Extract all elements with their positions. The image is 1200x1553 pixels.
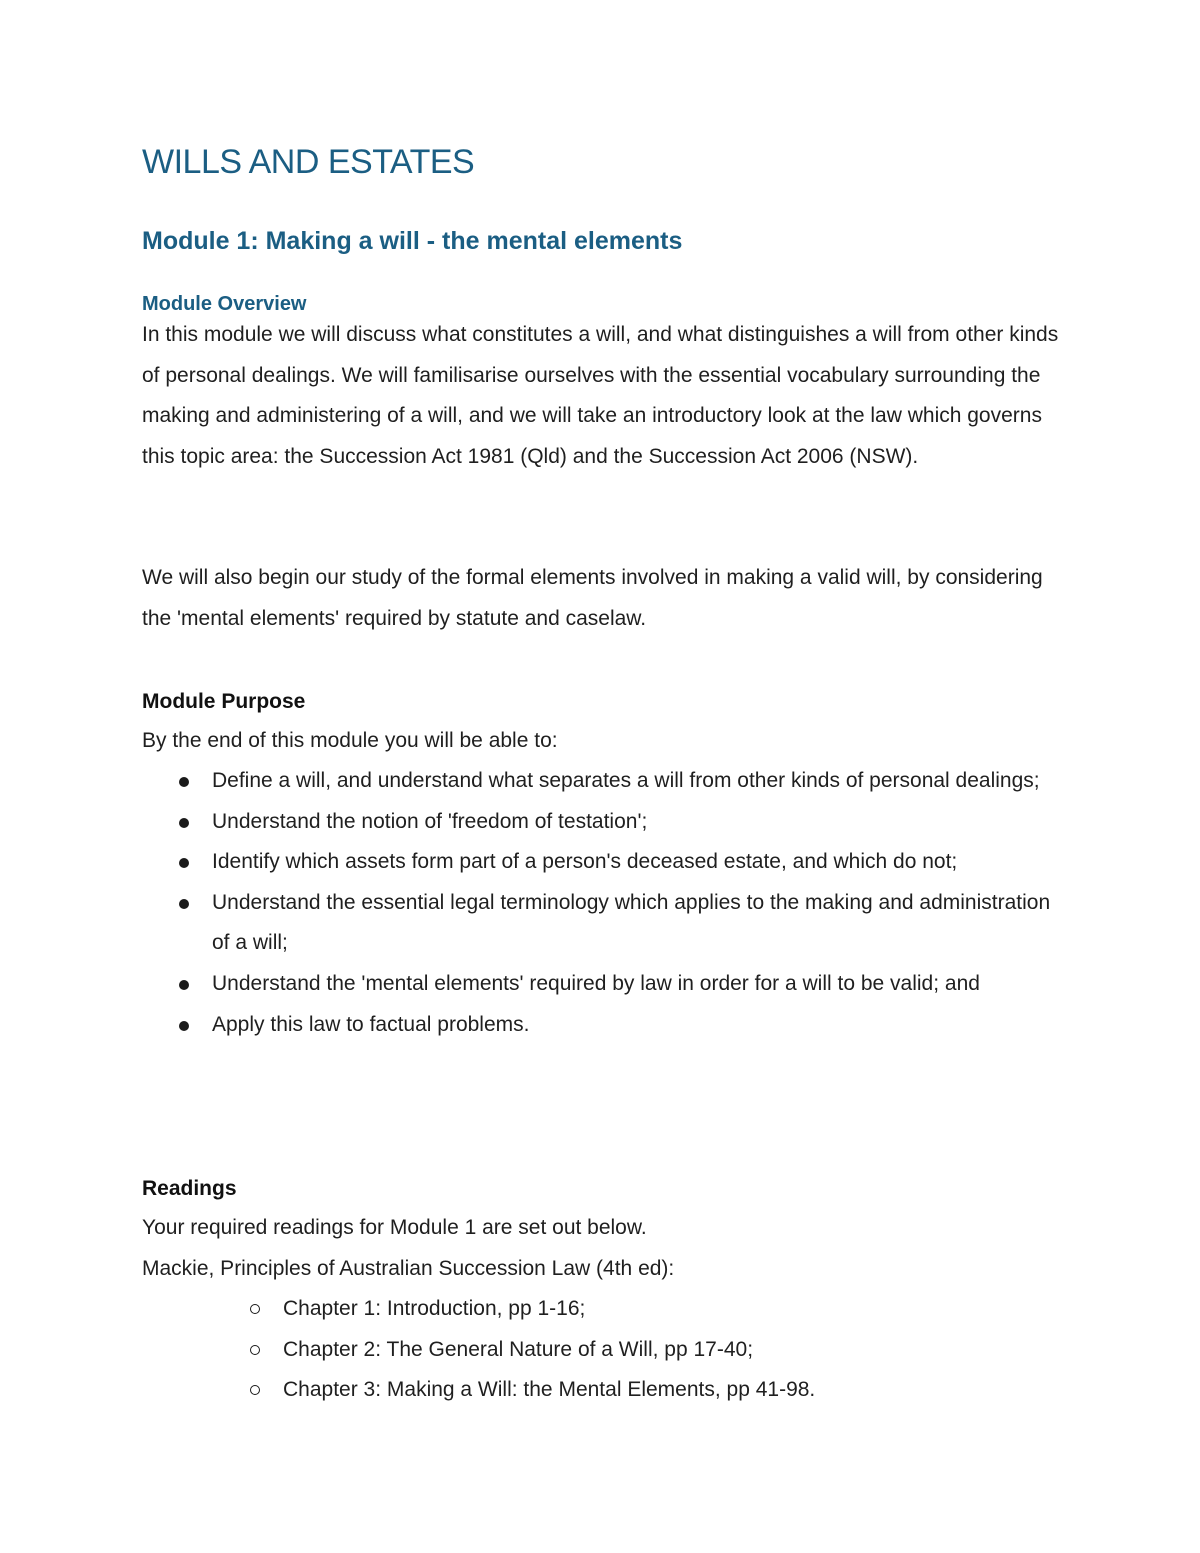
purpose-heading: Module Purpose (142, 690, 306, 713)
overview-heading: Module Overview (142, 293, 307, 315)
list-item (142, 761, 1062, 802)
chapter-text: Chapter 1: Introduction, pp 1-16; (283, 1297, 586, 1320)
list-item-text: Apply this law to factual problems. (212, 1012, 530, 1036)
list-item (142, 1370, 1062, 1411)
list-item-text: Identify which assets form part of a person's deceased estate, and which do not; (212, 850, 958, 874)
bullet-icon (179, 899, 189, 909)
bullet-icon (179, 858, 189, 868)
module-heading: Module 1: Making a will - the mental elements (142, 227, 683, 255)
readings-source: Mackie, Principles of Australian Succession Law (4th ed): (142, 1256, 675, 1280)
readings-heading: Readings (142, 1177, 237, 1200)
list-item (142, 802, 1062, 843)
list-item-text: Define a will, and understand what separates a will from other kinds of personal dealings; (212, 769, 1040, 792)
list-item (142, 883, 1062, 964)
overview-paragraph-1: In this module we will discuss what constitutes a will, and what distinguishes a will from other kinds of personal dealings. We will familisarise ourselves with the essential vocabulary surrounding the making and administering of a will, and we will take an introductory look at the law which governs this topic area: the Succession Act 1981 (Qld) and the Succession Act 2006 (NSW). (142, 323, 1059, 468)
chapter-text: Chapter 2: The General Nature of a Will, pp 17-40; (283, 1337, 754, 1361)
purpose-intro: By the end of this module you will be able to: (142, 729, 558, 752)
list-item-text: Understand the notion of 'freedom of testation'; (212, 809, 648, 833)
bullet-icon (179, 777, 189, 787)
readings-chapter-list (142, 1289, 1062, 1411)
list-item-text: Understand the essential legal terminology which applies to the making and administration of a will; (212, 890, 1051, 955)
bullet-icon (179, 1021, 189, 1031)
chapter-text: Chapter 3: Making a Will: the Mental Elements, pp 41-98. (283, 1378, 816, 1402)
bullet-icon (179, 818, 189, 828)
readings-intro-block (142, 1208, 1062, 1289)
list-item (142, 1330, 1062, 1371)
hollow-bullet-icon (250, 1385, 260, 1395)
hollow-bullet-icon (250, 1345, 260, 1355)
bullet-icon (179, 980, 189, 990)
purpose-list (142, 761, 1062, 1045)
list-item (142, 964, 1062, 1005)
list-item-text: Understand the 'mental elements' required by law in order for a will to be valid; and (212, 971, 980, 995)
document-title: WILLS AND ESTATES (142, 143, 475, 181)
list-item (142, 1289, 1062, 1330)
overview-paragraph-2: We will also begin our study of the formal elements involved in making a valid will, by considering the 'mental elements' required by statute and caselaw. (142, 566, 1043, 630)
hollow-bullet-icon (250, 1304, 260, 1314)
readings-intro: Your required readings for Module 1 are set out below. (142, 1216, 647, 1239)
list-item (142, 1005, 1062, 1046)
list-item (142, 842, 1062, 883)
